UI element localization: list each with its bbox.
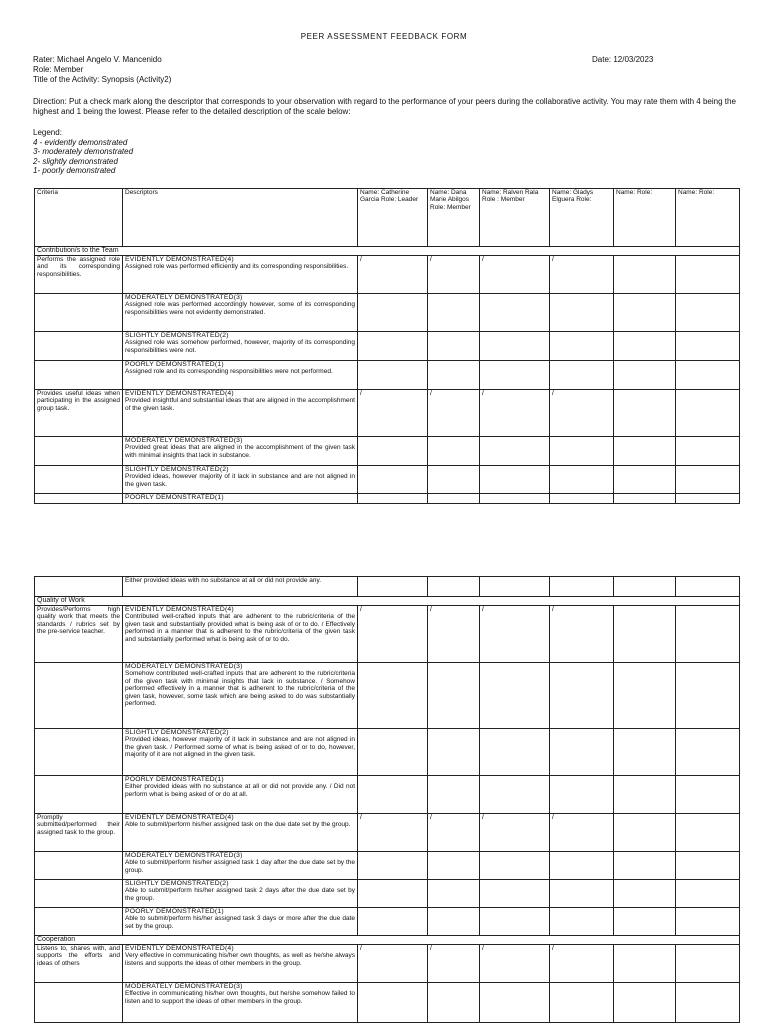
rating-cell[interactable] xyxy=(550,852,614,880)
legend xyxy=(33,128,133,176)
header-peer-6: Name: Role: xyxy=(676,189,740,247)
table-header-row xyxy=(35,189,740,247)
rating-cell[interactable] xyxy=(428,294,480,332)
rating-cell[interactable] xyxy=(550,437,614,466)
descriptor-text: Contributed well-crafted inputs that are adherent to the rubric/criteria of the given task and substantially provided what is being ask of or to do. / Effectively performed in a manner that is adherent to the rubric/criteria of the given task and substantially performed what is being ask of or to do. xyxy=(125,613,355,643)
descriptor-cell xyxy=(123,466,358,494)
legend-heading: Legend: xyxy=(33,128,62,137)
rating-cell[interactable]: / xyxy=(550,390,614,437)
rating-cell[interactable]: / xyxy=(550,606,614,663)
criteria-cell: Listens to, shares with, and supports the efforts and ideas of others xyxy=(35,945,123,983)
level-label: MODERATELY DEMONSTRATED(3) xyxy=(125,663,243,670)
rating-cell[interactable]: / xyxy=(358,814,428,852)
level-label: POORLY DEMONSTRATED(1) xyxy=(125,494,224,501)
rating-cell[interactable] xyxy=(550,332,614,361)
rating-cell[interactable] xyxy=(614,494,676,504)
descriptor-cell xyxy=(123,663,358,729)
section-contribution: Contribution/s to the Team xyxy=(35,247,740,256)
rating-cell[interactable] xyxy=(358,729,428,776)
rating-cell[interactable]: / xyxy=(480,256,550,294)
table-row xyxy=(35,606,740,663)
descriptor-cell xyxy=(123,494,358,504)
descriptor-text: Able to submit/perform his/her assigned task 2 days after the due date set by the group. xyxy=(125,887,355,902)
rating-cell[interactable]: / xyxy=(428,606,480,663)
descriptor-cell: Either provided ideas with no substance at all or did not provide any. xyxy=(123,577,358,597)
level-label: EVIDENTLY DEMONSTRATED(4) xyxy=(125,390,234,397)
rating-cell[interactable] xyxy=(358,332,428,361)
rating-cell[interactable] xyxy=(480,437,550,466)
rating-cell[interactable] xyxy=(614,577,676,597)
rating-cell[interactable] xyxy=(480,663,550,729)
rating-cell[interactable]: / xyxy=(428,256,480,294)
rating-cell[interactable] xyxy=(550,466,614,494)
descriptor-cell xyxy=(123,606,358,663)
header-descriptors: Descriptors xyxy=(123,189,358,247)
rating-cell[interactable] xyxy=(358,494,428,504)
criteria-cell: Provides useful ideas when participating in the assigned group task. xyxy=(35,390,123,437)
rating-cell[interactable] xyxy=(614,852,676,880)
level-label: MODERATELY DEMONSTRATED(3) xyxy=(125,294,243,301)
rating-cell[interactable] xyxy=(614,729,676,776)
level-label: EVIDENTLY DEMONSTRATED(4) xyxy=(125,256,234,263)
rating-cell[interactable]: / xyxy=(428,390,480,437)
rating-cell[interactable]: / xyxy=(550,256,614,294)
rating-cell[interactable] xyxy=(614,437,676,466)
rating-cell[interactable] xyxy=(480,880,550,908)
rating-cell[interactable] xyxy=(550,577,614,597)
rating-cell[interactable] xyxy=(676,577,740,597)
table-row xyxy=(35,361,740,390)
rating-cell[interactable]: / xyxy=(358,390,428,437)
rating-cell[interactable] xyxy=(428,466,480,494)
rating-cell[interactable] xyxy=(428,494,480,504)
table-row xyxy=(35,437,740,466)
table-row xyxy=(35,577,740,597)
rating-cell[interactable] xyxy=(676,908,740,936)
rating-cell[interactable]: / xyxy=(550,814,614,852)
header-peer-3: Name: Ralven Rala Role : Member xyxy=(480,189,550,247)
rating-cell[interactable] xyxy=(480,908,550,936)
rating-cell[interactable] xyxy=(550,908,614,936)
descriptor-cell xyxy=(123,814,358,852)
rating-cell[interactable] xyxy=(550,294,614,332)
descriptor-text: Provided ideas, however majority of it lack in substance and are not aligned in the given task. xyxy=(125,473,355,488)
rating-cell[interactable] xyxy=(676,437,740,466)
rating-cell[interactable] xyxy=(676,361,740,390)
legend-item: 2- slightly demonstrated xyxy=(33,156,118,166)
rating-cell[interactable] xyxy=(428,663,480,729)
rating-cell[interactable]: / xyxy=(480,390,550,437)
descriptor-cell xyxy=(123,437,358,466)
header-peer-1: Name: Catherine Garcia Role: Leader xyxy=(358,189,428,247)
rating-cell[interactable] xyxy=(480,294,550,332)
level-label: POORLY DEMONSTRATED(1) xyxy=(125,361,224,368)
level-label: MODERATELY DEMONSTRATED(3) xyxy=(125,983,243,990)
rating-cell[interactable] xyxy=(358,466,428,494)
rating-cell[interactable] xyxy=(676,814,740,852)
header-peer-2: Name: Dana Marie Abilgos Role: Member xyxy=(428,189,480,247)
rating-cell[interactable] xyxy=(614,466,676,494)
rating-cell[interactable] xyxy=(428,776,480,814)
rating-cell[interactable] xyxy=(550,729,614,776)
descriptor-cell xyxy=(123,852,358,880)
activity-line: Title of the Activity: Synopsis (Activity2) xyxy=(33,75,172,84)
rating-cell[interactable] xyxy=(358,880,428,908)
descriptor-text: Able to submit/perform his/her assigned task 3 days or more after the due date set by the group. xyxy=(125,915,355,930)
descriptor-cell xyxy=(123,361,358,390)
descriptor-text: Provided great ideas that are aligned in the accomplishment of the given task with minimal insights that lack in substance. xyxy=(125,444,355,459)
descriptor-text: Very effective in communicating his/her own thoughts, as well as he/she always listens and supports the ideas of other members in the group. xyxy=(125,952,355,967)
rating-cell[interactable] xyxy=(614,294,676,332)
rating-cell[interactable] xyxy=(614,908,676,936)
rating-cell[interactable] xyxy=(676,663,740,729)
rating-cell[interactable] xyxy=(358,437,428,466)
rating-cell[interactable] xyxy=(428,852,480,880)
descriptor-cell xyxy=(123,908,358,936)
table-row xyxy=(35,908,740,936)
descriptor-cell xyxy=(123,390,358,437)
rating-cell[interactable] xyxy=(550,983,614,1023)
section-quality: Quality of Work xyxy=(35,597,740,606)
rating-cell[interactable] xyxy=(614,332,676,361)
rating-cell[interactable]: / xyxy=(358,945,428,983)
table-row xyxy=(35,983,740,1023)
descriptor-cell xyxy=(123,880,358,908)
descriptor-text: Assigned role was performed efficiently and its corresponding responsibilities. xyxy=(125,263,349,271)
descriptor-text: Effective in communicating his/her own thoughts, but he/she somehow failed to listen and to support the ideas of other members in the group. xyxy=(125,990,355,1005)
legend-item: 1- poorly demonstrated xyxy=(33,166,116,175)
rating-cell[interactable] xyxy=(428,880,480,908)
rating-cell[interactable] xyxy=(480,983,550,1023)
rating-cell[interactable] xyxy=(480,361,550,390)
rating-cell[interactable] xyxy=(614,390,676,437)
rating-cell[interactable] xyxy=(676,729,740,776)
table-row xyxy=(35,776,740,814)
section-row xyxy=(35,247,740,256)
level-label: POORLY DEMONSTRATED(1) xyxy=(125,776,224,783)
rating-cell[interactable] xyxy=(676,332,740,361)
table-row xyxy=(35,880,740,908)
table-row xyxy=(35,390,740,437)
rating-cell[interactable] xyxy=(676,983,740,1023)
rating-cell[interactable] xyxy=(428,983,480,1023)
rating-cell[interactable] xyxy=(358,294,428,332)
rating-cell[interactable] xyxy=(358,908,428,936)
rating-cell[interactable] xyxy=(480,332,550,361)
descriptor-text: Able to submit/perform his/her assigned task 1 day after the due date set by the group. xyxy=(125,859,355,874)
table-row xyxy=(35,466,740,494)
rating-cell[interactable] xyxy=(480,577,550,597)
section-row xyxy=(35,936,740,945)
rating-cell[interactable] xyxy=(480,776,550,814)
rating-cell[interactable] xyxy=(428,437,480,466)
level-label: MODERATELY DEMONSTRATED(3) xyxy=(125,437,243,444)
rating-cell[interactable] xyxy=(676,390,740,437)
rating-cell[interactable]: / xyxy=(428,945,480,983)
descriptor-cell xyxy=(123,332,358,361)
table-row xyxy=(35,494,740,504)
criteria-cell: Promptly submitted/performed their assigned task to the group. xyxy=(35,814,123,852)
rating-cell[interactable] xyxy=(614,814,676,852)
table-row xyxy=(35,814,740,852)
legend-item: 3- moderately demonstrated xyxy=(33,147,134,156)
rating-cell[interactable] xyxy=(614,945,676,983)
rating-cell[interactable] xyxy=(676,606,740,663)
rating-cell[interactable] xyxy=(480,729,550,776)
rater-line: Rater: Michael Angelo V. Mancenido xyxy=(33,55,162,64)
table-row xyxy=(35,852,740,880)
header-criteria: Criteria xyxy=(35,189,123,247)
descriptor-text: Assigned role was somehow performed, however, majority of its corresponding responsibilities were not. xyxy=(125,339,355,354)
criteria-cell: Provides/Performs high quality work that meets the standards / rubrics set by the pre-service teacher. xyxy=(35,606,123,663)
table-row xyxy=(35,256,740,294)
rating-cell[interactable] xyxy=(614,983,676,1023)
descriptor-text: Somehow contributed well-crafted inputs that are adherent to the rubric/criteria of the given task with minimal insights that lack in substance. / Somehow performed effectively in a manner that is adherent to the rubric/criteria of the given task, however, some task which are being asked to do was substantially performed. xyxy=(125,670,355,708)
criteria-cell: Performs the assigned role and its corresponding responsibilities. xyxy=(35,256,123,294)
rating-cell[interactable] xyxy=(428,729,480,776)
rating-cell[interactable] xyxy=(428,361,480,390)
rating-cell[interactable] xyxy=(614,606,676,663)
descriptor-text: Provided ideas, however majority of it lack in substance and are not aligned in the given task. / Performed some of what is being asked of or to do, however, majority of it are not aligned in the given task. xyxy=(125,736,355,759)
level-label: EVIDENTLY DEMONSTRATED(4) xyxy=(125,945,234,952)
table-row xyxy=(35,294,740,332)
rating-cell[interactable] xyxy=(480,466,550,494)
descriptor-text: Provided insightful and substantial ideas that are aligned in the accomplishment of the given task. xyxy=(125,397,355,412)
rating-cell[interactable] xyxy=(676,294,740,332)
section-row xyxy=(35,597,740,606)
level-label: SLIGHTLY DEMONSTRATED(2) xyxy=(125,880,229,887)
rating-cell[interactable] xyxy=(676,852,740,880)
rating-cell[interactable]: / xyxy=(358,606,428,663)
rating-cell[interactable] xyxy=(676,776,740,814)
rating-cell[interactable]: / xyxy=(358,256,428,294)
rating-cell[interactable] xyxy=(676,945,740,983)
descriptor-text: Able to submit/perform his/her assigned task on the due date set by the group. xyxy=(125,821,351,829)
level-label: SLIGHTLY DEMONSTRATED(2) xyxy=(125,466,229,473)
descriptor-cell xyxy=(123,256,358,294)
assessment-table-part-2 xyxy=(34,576,740,1023)
table-row xyxy=(35,332,740,361)
descriptor-cell xyxy=(123,776,358,814)
assessment-table-part-1 xyxy=(34,188,740,504)
rating-cell[interactable] xyxy=(480,852,550,880)
rating-cell[interactable] xyxy=(550,880,614,908)
level-label: POORLY DEMONSTRATED(1) xyxy=(125,908,224,915)
form-title: PEER ASSESSMENT FEEDBACK FORM xyxy=(300,32,468,41)
rating-cell[interactable] xyxy=(676,494,740,504)
rating-cell[interactable] xyxy=(614,361,676,390)
rating-cell[interactable] xyxy=(614,663,676,729)
rating-cell[interactable] xyxy=(550,361,614,390)
descriptor-cell xyxy=(123,294,358,332)
rating-cell[interactable] xyxy=(428,577,480,597)
rating-cell[interactable]: / xyxy=(428,814,480,852)
rating-cell[interactable] xyxy=(614,256,676,294)
rating-cell[interactable] xyxy=(550,663,614,729)
level-label: EVIDENTLY DEMONSTRATED(4) xyxy=(125,814,234,821)
date-line: Date: 12/03/2023 xyxy=(592,55,654,64)
rating-cell[interactable]: / xyxy=(480,945,550,983)
header-peer-5: Name: Role: xyxy=(614,189,676,247)
descriptor-cell xyxy=(123,983,358,1023)
table-row xyxy=(35,729,740,776)
rating-cell[interactable] xyxy=(358,663,428,729)
rating-cell[interactable] xyxy=(676,466,740,494)
header-peer-4: Name: Gladys Elguera Role: xyxy=(550,189,614,247)
rating-cell[interactable]: / xyxy=(550,945,614,983)
level-label: SLIGHTLY DEMONSTRATED(2) xyxy=(125,332,229,339)
rating-cell[interactable] xyxy=(358,983,428,1023)
legend-item: 4 - evidently demonstrated xyxy=(33,137,128,147)
section-cooperation: Cooperation xyxy=(35,936,740,945)
rating-cell[interactable] xyxy=(676,256,740,294)
descriptor-text: Either provided ideas with no substance at all or did not provide any. / Did not perform what is being asked of or do at all. xyxy=(125,783,355,798)
rating-cell[interactable] xyxy=(676,880,740,908)
rating-cell[interactable] xyxy=(480,494,550,504)
rating-cell[interactable] xyxy=(358,776,428,814)
level-label: MODERATELY DEMONSTRATED(3) xyxy=(125,852,243,859)
descriptor-text: Assigned role was performed accordingly however, some of its corresponding responsibilities were not evidently demonstrated. xyxy=(125,301,355,316)
level-label: EVIDENTLY DEMONSTRATED(4) xyxy=(125,606,234,613)
rating-cell[interactable] xyxy=(614,880,676,908)
descriptor-cell xyxy=(123,729,358,776)
role-line: Role: Member xyxy=(33,65,84,74)
table-row xyxy=(35,945,740,983)
direction-text: Direction: Put a check mark along the descriptor that corresponds to your observation with regard to the performance of your peers during the collaborative activity. You may rate them with 4 being the highest and 1 being the lowest. Please refer to the detailed description of the scale below: xyxy=(33,97,736,116)
rating-cell[interactable] xyxy=(550,494,614,504)
rating-cell[interactable] xyxy=(358,577,428,597)
rating-cell[interactable] xyxy=(428,332,480,361)
rating-cell[interactable]: / xyxy=(480,606,550,663)
rating-cell[interactable] xyxy=(550,776,614,814)
rating-cell[interactable] xyxy=(614,776,676,814)
descriptor-cell xyxy=(123,945,358,983)
rating-cell[interactable]: / xyxy=(480,814,550,852)
rating-cell[interactable] xyxy=(428,908,480,936)
rating-cell[interactable] xyxy=(358,852,428,880)
rating-cell[interactable] xyxy=(358,361,428,390)
descriptor-text: Assigned role and its corresponding responsibilities were not performed. xyxy=(125,368,333,376)
table-row xyxy=(35,663,740,729)
level-label: SLIGHTLY DEMONSTRATED(2) xyxy=(125,729,229,736)
